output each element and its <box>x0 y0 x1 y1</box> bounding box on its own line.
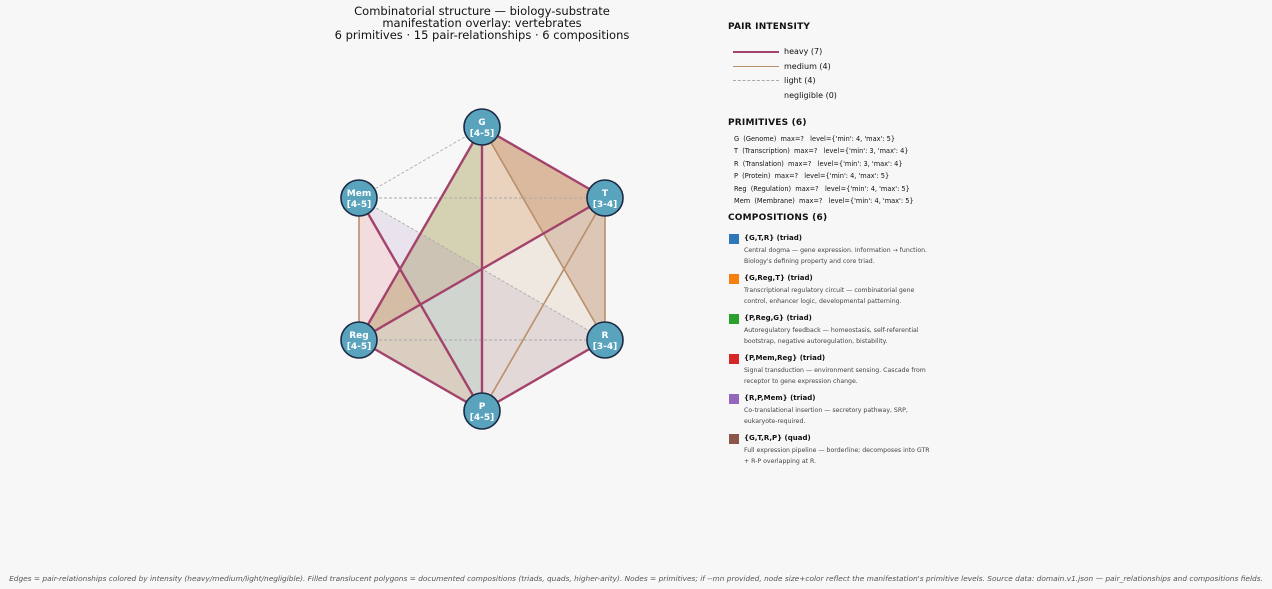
medium-line-swatch <box>733 66 779 67</box>
composition-description <box>744 445 954 467</box>
composition-desc-line-1: Autoregulatory feedback — homeostasis, self-referential <box>744 327 919 335</box>
compositions-title: COMPOSITIONS (6) <box>728 213 828 224</box>
composition-desc-line-2: receptor to gene expression change. <box>744 378 858 386</box>
composition-desc-line-2: + R-P overlapping at R. <box>744 458 817 466</box>
legend-item-heavy <box>728 46 1248 61</box>
composition-color-swatch <box>729 234 739 244</box>
footer-caption: Edges = pair-relationships colored by intensity (heavy/medium/light/negligible). Filled translucent polygons = documented compositions (triads, quads, higher-arity). Nodes = primitives; if --mn provided, node size+color reflect the manifestation's primitive levels. Source data: domain.v1.json — pair_relationships and compositions fields. <box>9 574 1263 583</box>
compositions-section <box>728 213 1248 473</box>
node-reg <box>341 322 377 358</box>
composition-item <box>728 273 1248 313</box>
node-name-label: G <box>478 118 486 128</box>
pair-intensity-list <box>728 46 1248 104</box>
legend-label-medium: medium (4) <box>784 61 831 71</box>
node-t <box>587 180 623 216</box>
node-g <box>464 109 500 145</box>
node-name-label: Mem <box>346 189 372 199</box>
composition-desc-line-1: Central dogma — gene expression. Information → function. <box>744 247 927 255</box>
composition-desc-line-1: Signal transduction — environment sensing. Cascade from <box>744 367 926 375</box>
composition-item <box>728 353 1248 393</box>
title-line-2: manifestation overlay: vertebrates <box>382 16 582 30</box>
node-level-label: [3-4] <box>592 342 618 352</box>
primitive-row-r: R (Translation) max=? level={'min': 3, 'max': 4} <box>734 159 903 168</box>
node-name-label: T <box>601 189 609 199</box>
composition-desc-line-1: Transcriptional regulatory circuit — combinatorial gene <box>744 287 915 295</box>
node-level-label: [4-5] <box>469 413 495 423</box>
primitive-row-t: T (Transcription) max=? level={'min': 3, 'max': 4} <box>734 147 909 156</box>
composition-title: {G,T,R,P} (quad) <box>744 434 811 443</box>
composition-desc-line-2: control, enhancer logic, developmental patterning. <box>744 298 902 306</box>
legend-panel <box>728 22 1248 473</box>
node-name-label: P <box>478 402 486 412</box>
node-p <box>464 393 500 429</box>
composition-description <box>744 285 954 307</box>
composition-color-swatch <box>729 274 739 284</box>
composition-description <box>744 365 954 387</box>
legend-label-light: light (4) <box>784 76 816 85</box>
composition-item <box>728 313 1248 353</box>
legend-item-medium <box>728 61 1248 76</box>
light-line-swatch <box>733 80 779 81</box>
composition-desc-line-2: Biology's defining property and core triad. <box>744 258 875 266</box>
node-name-label: R <box>601 331 609 341</box>
node-level-label: [4-5] <box>346 200 372 210</box>
heavy-line-swatch <box>733 51 779 53</box>
node-r <box>587 322 623 358</box>
composition-color-swatch <box>729 394 739 404</box>
node-mem <box>341 180 377 216</box>
composition-polygon-g-t-r-p <box>482 127 605 411</box>
composition-description <box>744 325 954 347</box>
primitives-list <box>728 135 1248 209</box>
composition-desc-line-2: eukaryote-required. <box>744 418 806 426</box>
pair-intensity-title: PAIR INTENSITY <box>728 22 811 32</box>
compositions-list <box>728 233 1248 473</box>
composition-color-swatch <box>729 314 739 324</box>
composition-title: {P,Mem,Reg} (triad) <box>744 354 826 363</box>
primitive-row-g: G (Genome) max=? level={'min': 4, 'max': 5} <box>734 135 896 143</box>
composition-item <box>728 393 1248 433</box>
title-line-1: Combinatorial structure — biology-substrate <box>354 4 610 18</box>
primitive-row-mem: Mem (Membrane) max=? level={'min': 4, 'max': 5} <box>734 196 914 205</box>
primitive-row-p: P (Protein) max=? level={'min': 4, 'max': 5} <box>734 172 890 181</box>
primitive-row-reg: Reg (Regulation) max=? level={'min': 4, 'max': 5} <box>734 184 910 193</box>
composition-description <box>744 245 954 267</box>
composition-desc-line-1: Full expression pipeline — borderline; decomposes into GTR <box>744 447 930 455</box>
legend-label-negligible: negligible (0) <box>784 90 837 100</box>
primitives-section <box>728 118 1248 209</box>
composition-description <box>744 405 954 427</box>
composition-title: {G,Reg,T} (triad) <box>744 274 813 283</box>
node-level-label: [3-4] <box>592 200 618 210</box>
legend-item-negligible <box>728 90 1248 105</box>
node-level-label: [4-5] <box>469 129 495 139</box>
primitives-title: PRIMITIVES (6) <box>728 118 807 128</box>
composition-desc-line-2: bootstrap, negative autoregulation, bistability. <box>744 338 888 346</box>
title-line-3: 6 primitives · 15 pair-relationships · 6 compositions <box>334 28 630 42</box>
legend-item-light <box>728 75 1248 90</box>
composition-title: {G,T,R} (triad) <box>744 234 802 243</box>
composition-color-swatch <box>729 434 739 444</box>
node-level-label: [4-5] <box>346 342 372 352</box>
composition-item <box>728 233 1248 273</box>
legend-label-heavy: heavy (7) <box>784 47 823 56</box>
composition-title: {P,Reg,G} (triad) <box>744 314 812 323</box>
composition-title: {R,P,Mem} (triad) <box>744 394 816 403</box>
composition-item <box>728 433 1248 473</box>
composition-desc-line-1: Co-translational insertion — secretory pathway, SRP, <box>744 407 908 415</box>
composition-color-swatch <box>729 354 739 364</box>
node-name-label: Reg <box>349 331 369 341</box>
